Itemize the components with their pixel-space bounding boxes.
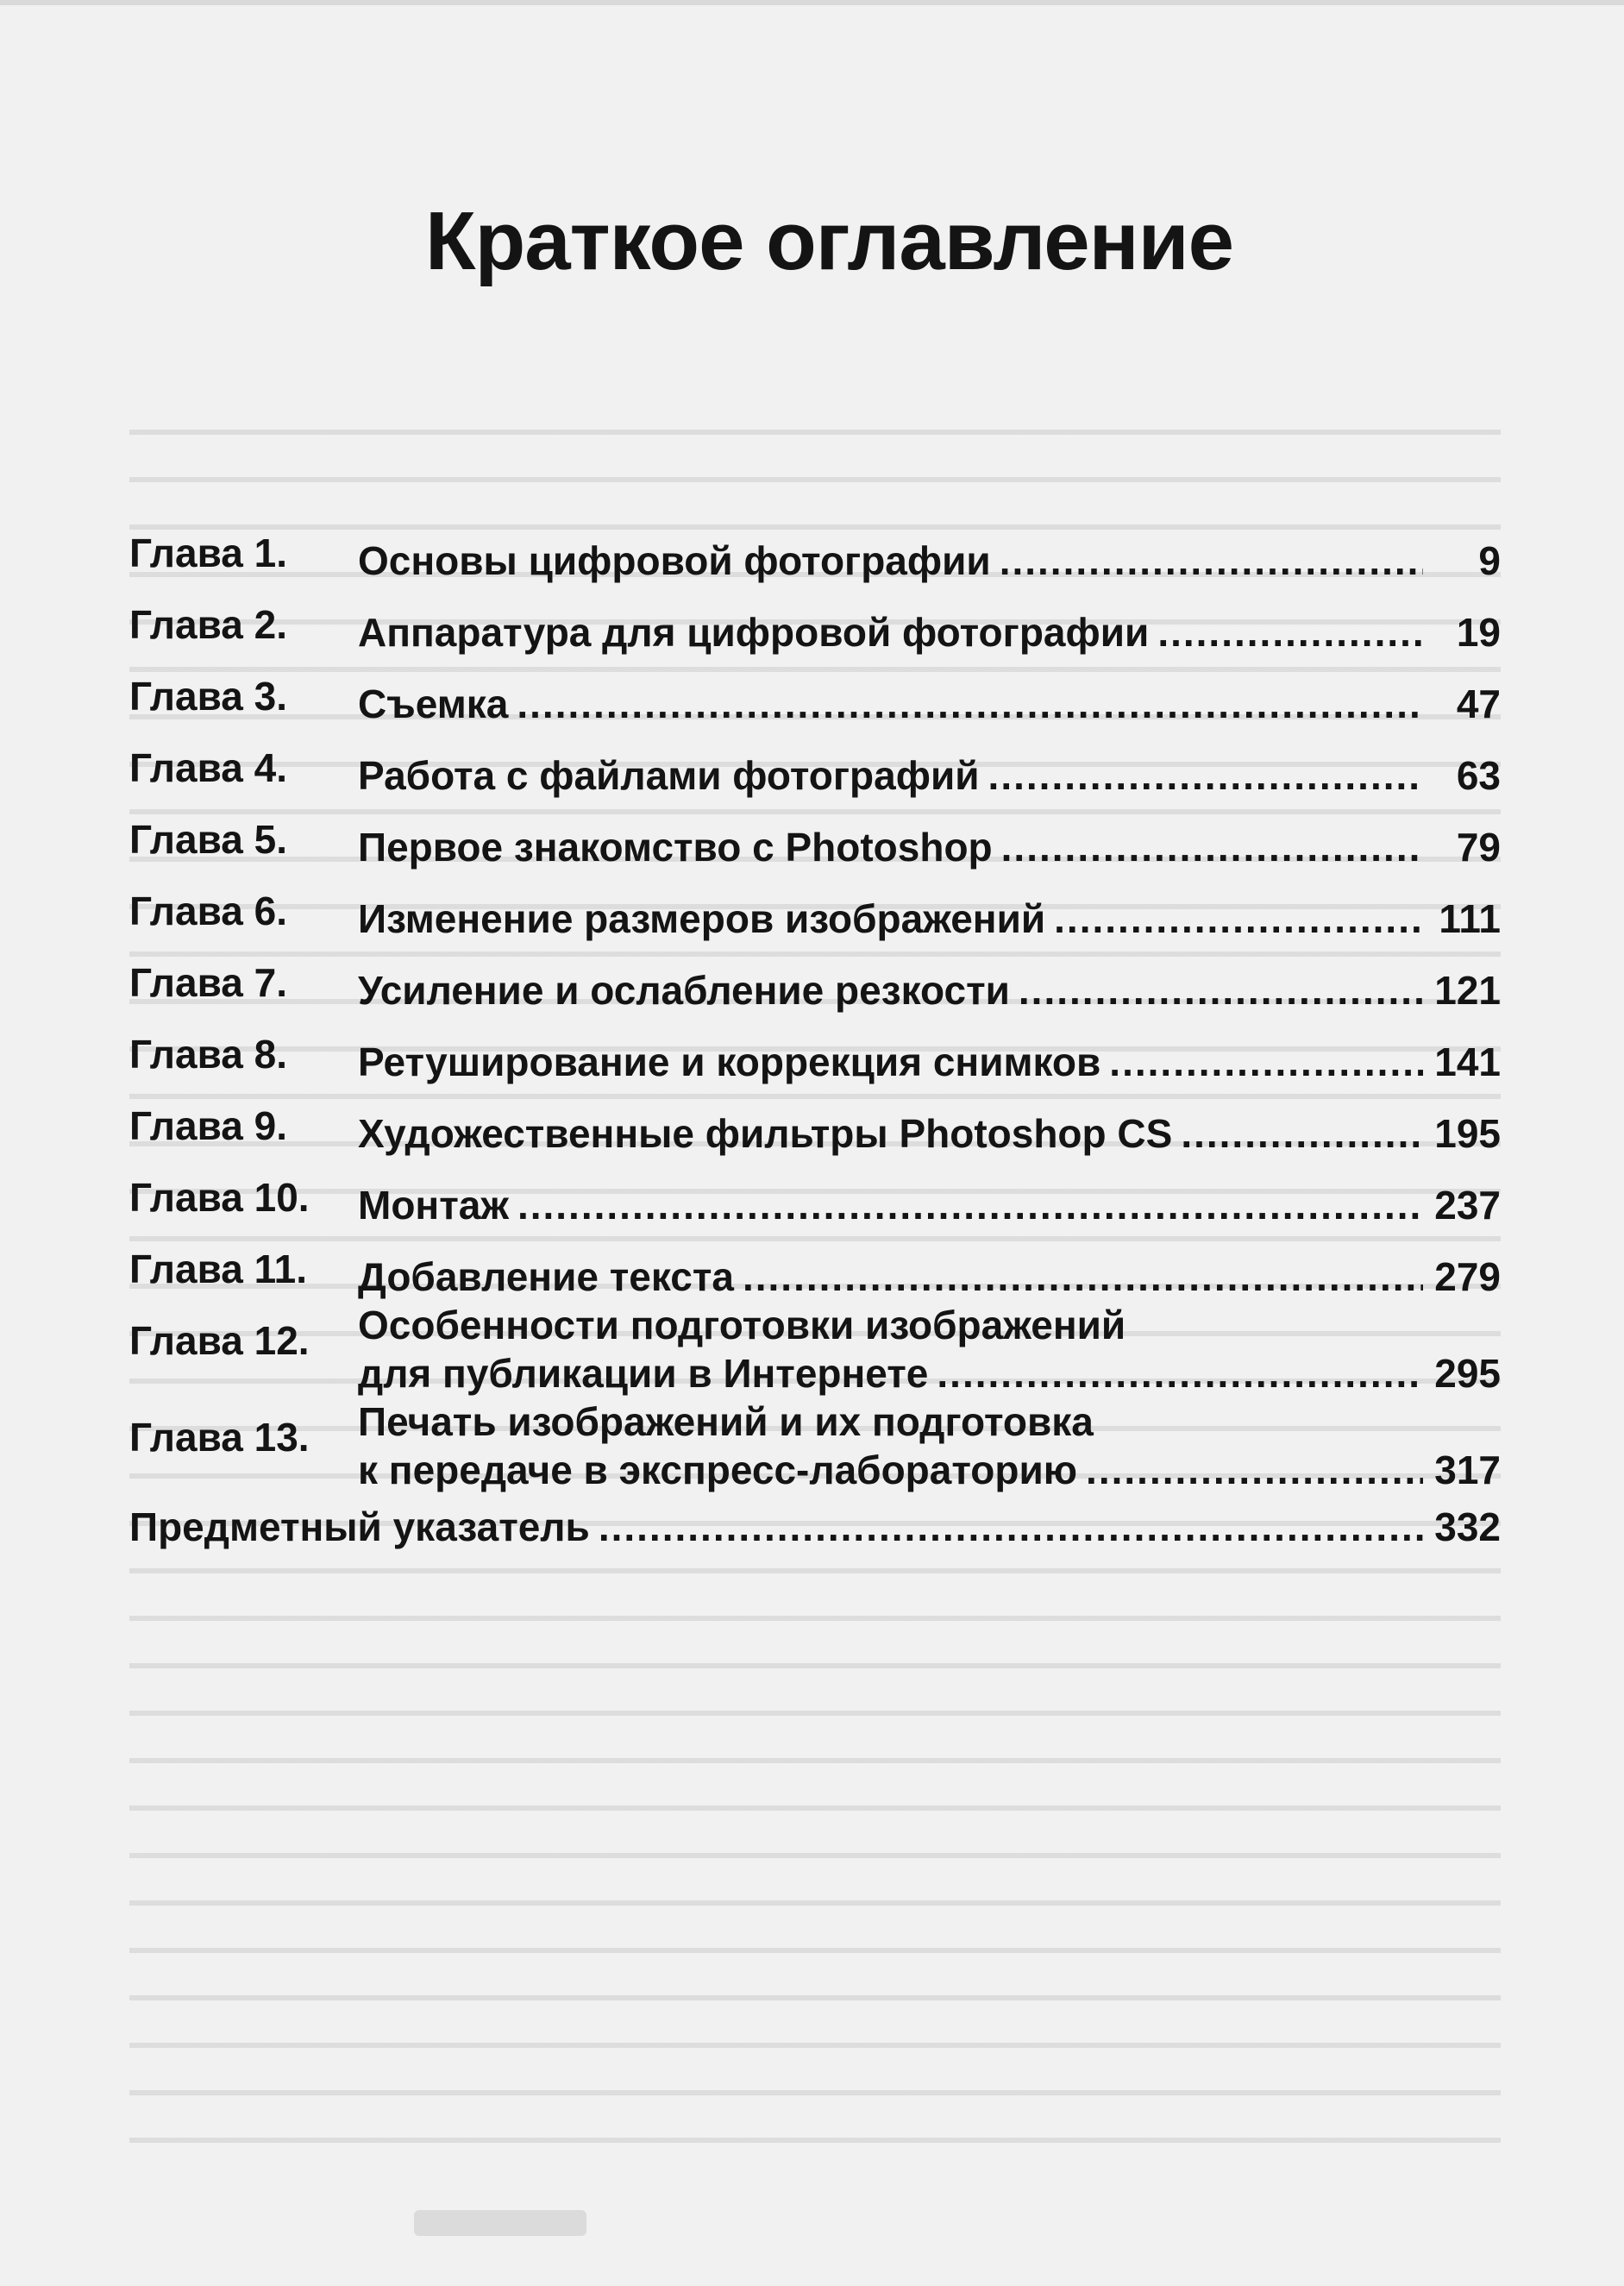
chapter-page-number: 317 — [1434, 1448, 1501, 1492]
chapter-title-line: к передаче в экспресс-лабораторию — [358, 1448, 1078, 1492]
chapter-label: Глава 5. — [129, 817, 287, 862]
chapter-entry — [358, 1301, 1501, 1397]
table-of-contents — [129, 513, 1501, 1574]
dot-leader — [1054, 895, 1423, 943]
chapter-label: Глава 11. — [129, 1247, 308, 1291]
dot-leader — [1086, 1446, 1423, 1494]
chapter-label: Глава 9. — [129, 1103, 287, 1148]
chapter-label: Глава 7. — [129, 960, 287, 1005]
dot-leader — [988, 751, 1423, 800]
toc-entry-chapter-1 — [129, 513, 1501, 585]
chapter-title-row — [358, 1253, 1501, 1301]
chapter-title-row — [358, 608, 1501, 656]
chapter-entry — [358, 608, 1501, 656]
chapter-label: Глава 12. — [129, 1318, 310, 1363]
chapter-label: Глава 3. — [129, 674, 287, 719]
dot-leader — [1109, 1038, 1423, 1086]
chapter-entry — [358, 1253, 1501, 1301]
chapter-title-row — [358, 823, 1501, 871]
chapter-title-line: Ретуширование и коррекция снимков — [358, 1039, 1101, 1084]
chapter-title-line: Усиление и ослабление резкости — [358, 968, 1010, 1013]
dot-leader — [1181, 1109, 1423, 1158]
chapter-entry — [358, 751, 1501, 800]
dot-leader — [1019, 966, 1423, 1014]
chapter-title-row — [358, 966, 1501, 1014]
chapter-title-row — [358, 1181, 1501, 1229]
chapter-title-line: Художественные фильтры Photoshop CS — [358, 1111, 1173, 1156]
dot-leader — [1157, 608, 1423, 656]
chapter-label: Глава 13. — [129, 1415, 310, 1460]
chapter-entry — [358, 966, 1501, 1014]
chapter-title-line: Печать изображений и их подготовка — [358, 1399, 1094, 1444]
chapter-page-number: 295 — [1434, 1351, 1501, 1396]
chapter-list — [129, 513, 1501, 1494]
chapter-page-number: 279 — [1434, 1254, 1501, 1299]
index-label: Предметный указатель — [129, 1504, 590, 1549]
chapter-title-row — [358, 1109, 1501, 1158]
chapter-page-number: 19 — [1456, 610, 1501, 655]
chapter-entry — [358, 1181, 1501, 1229]
chapter-label: Глава 1. — [129, 531, 287, 575]
dot-leader — [937, 1349, 1423, 1397]
page-edge — [0, 0, 1624, 5]
chapter-title-line: Съемка — [358, 681, 509, 726]
chapter-page-number: 237 — [1434, 1183, 1501, 1228]
chapter-entry — [358, 823, 1501, 871]
chapter-title-row — [358, 1446, 1501, 1494]
chapter-title-line: Аппаратура для цифровой фотографии — [358, 610, 1150, 655]
chapter-page-number: 111 — [1439, 896, 1501, 941]
chapter-title-line: Изменение размеров изображений — [358, 896, 1046, 941]
dot-leader — [599, 1503, 1423, 1551]
dot-leader — [1001, 823, 1423, 871]
chapter-page-number: 63 — [1456, 753, 1501, 798]
chapter-label: Глава 4. — [129, 745, 287, 790]
chapter-title-row — [358, 895, 1501, 943]
chapter-entry — [358, 680, 1501, 728]
dot-leader — [743, 1253, 1423, 1301]
chapter-entry — [358, 895, 1501, 943]
toc-entry-chapter-13 — [129, 1397, 1501, 1494]
chapter-title-line: Добавление текста — [358, 1254, 734, 1299]
chapter-title-row — [358, 1349, 1501, 1397]
chapter-entry — [358, 1397, 1501, 1494]
faded-footer-mark — [414, 2210, 586, 2236]
dot-leader — [517, 1181, 1423, 1229]
chapter-title-line: Работа с файлами фотографий — [358, 753, 980, 798]
chapter-label: Глава 6. — [129, 889, 287, 933]
dot-leader — [517, 680, 1423, 728]
chapter-entry — [358, 1109, 1501, 1158]
chapter-title-line: Основы цифровой фотографии — [358, 538, 991, 583]
index-page-number: 332 — [1434, 1504, 1501, 1549]
chapter-title-line: Первое знакомство с Photoshop — [358, 825, 993, 870]
chapter-entry — [358, 1038, 1501, 1086]
dot-leader — [1000, 537, 1423, 585]
chapter-page-number: 141 — [1434, 1039, 1501, 1084]
page-title: Краткое оглавление — [425, 195, 1233, 287]
chapter-page-number: 47 — [1456, 681, 1501, 726]
chapter-title-line: Особенности подготовки изображений — [358, 1303, 1126, 1347]
chapter-label: Глава 10. — [129, 1175, 310, 1220]
chapter-title-line: для публикации в Интернете — [358, 1351, 929, 1396]
chapter-page-number: 121 — [1434, 968, 1501, 1013]
chapter-title-row — [358, 537, 1501, 585]
chapter-title-row — [358, 1038, 1501, 1086]
chapter-page-number: 9 — [1478, 538, 1501, 583]
chapter-entry — [358, 537, 1501, 585]
chapter-title-line: Монтаж — [358, 1183, 509, 1228]
toc-entry-index — [129, 1494, 1501, 1574]
chapter-page-number: 79 — [1456, 825, 1501, 870]
chapter-label: Глава 8. — [129, 1032, 287, 1077]
chapter-title-row — [358, 751, 1501, 800]
chapter-title-row — [358, 680, 1501, 728]
chapter-label: Глава 2. — [129, 602, 287, 647]
chapter-page-number: 195 — [1434, 1111, 1501, 1156]
